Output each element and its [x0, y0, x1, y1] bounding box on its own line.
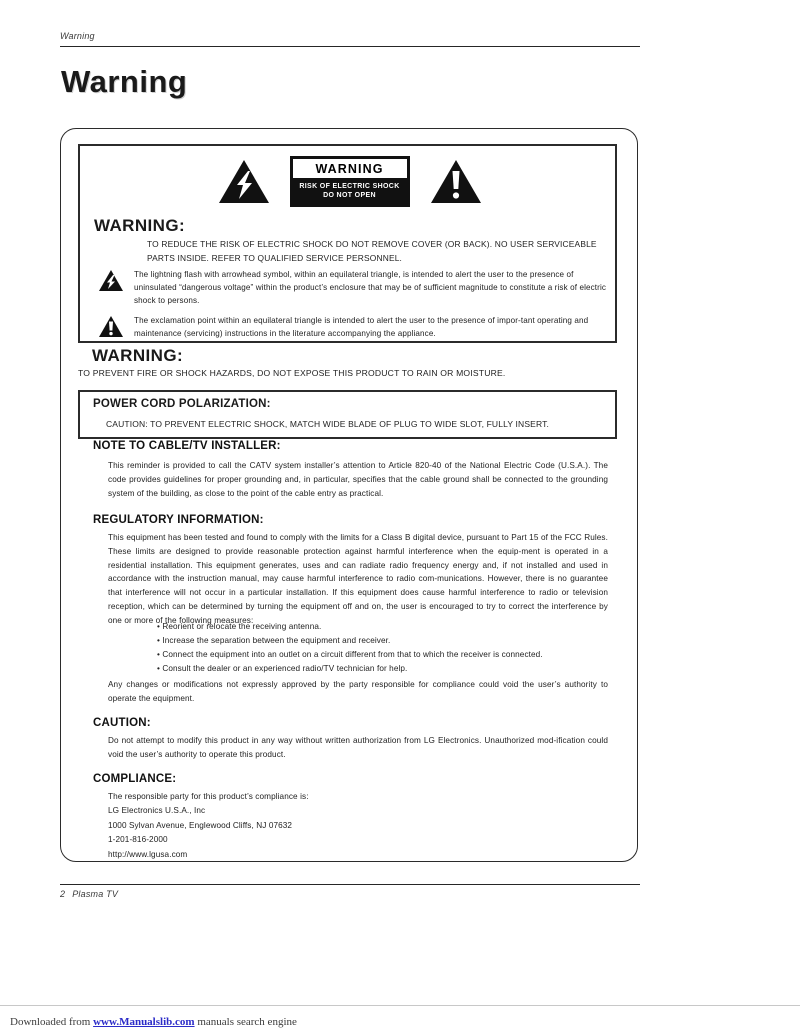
page-title: Warning [61, 64, 188, 99]
exclamation-triangle-icon [430, 158, 482, 204]
page-number: 2 [60, 889, 66, 899]
compliance-body [108, 790, 528, 862]
regulatory-measures-list [157, 620, 609, 676]
list-item: • Consult the dealer or an experienced radio/TV technician for help. [157, 664, 408, 674]
footer-rule [60, 884, 640, 885]
list-item: • Connect the equipment into an outlet on a circuit different from that to which the receiver is connected. [157, 650, 543, 660]
warning-plate-line1: RISK OF ELECTRIC SHOCK [299, 183, 400, 190]
power-cord-heading: POWER CORD POLARIZATION: [93, 398, 271, 410]
regulatory-body-part2: Any changes or modifications not expressly approved by the party responsible for compliance could void the user’s authority to operate the equipment. [108, 680, 608, 703]
exclamation-note-row [98, 314, 608, 340]
warning-plate-title: WARNING [293, 159, 407, 178]
list-item: • Reorient or relocate the receiving antenna. [157, 622, 322, 631]
caution-body: Do not attempt to modify this product in any way without written authorization from LG Electronics. Unauthorized mod-ification could void the user’s authority to operate this product. [108, 736, 608, 759]
compliance-url: http://www.lgusa.com [108, 849, 188, 859]
lightning-bolt-triangle-icon [218, 158, 270, 204]
cable-installer-heading: NOTE TO CABLE/TV INSTALLER: [93, 440, 281, 452]
hazard-symbol-row [80, 156, 619, 207]
watermark-prefix: Downloaded from [10, 1016, 94, 1028]
compliance-line: LG Electronics U.S.A., Inc [108, 806, 206, 816]
footer [60, 889, 118, 899]
power-cord-polarization-box [78, 390, 617, 439]
shock-warning-heading: WARNING: [94, 216, 186, 235]
fire-warning-body: TO PREVENT FIRE OR SHOCK HAZARDS, DO NOT EXPOSE THIS PRODUCT TO RAIN OR MOISTURE. [78, 368, 506, 378]
warning-plate [290, 156, 410, 207]
manualslib-link[interactable]: www.Manualslib.com [93, 1016, 195, 1028]
fire-warning-heading: WARNING: [92, 346, 184, 365]
caution-heading: CAUTION: [93, 717, 151, 729]
cable-installer-body: This reminder is provided to call the CATV system installer’s attention to Article 820-40 of the National Electric Code (U.S.A.). The code provides guidelines for proper grounding and, in particular, specifies that the cable ground shall be connected to the grounding system of the building, as close to the point of the cable entry as practical. [108, 461, 608, 498]
compliance-heading: COMPLIANCE: [93, 773, 177, 785]
compliance-line: 1000 Sylvan Avenue, Englewood Cliffs, NJ 07632 [108, 820, 293, 830]
regulatory-body-part1: This equipment has been tested and found to comply with the limits for a Class B digital device, pursuant to Part 15 of the FCC Rules. These limits are designed to provide reasonable protection against harmful interference when the equip-ment is operated in a residential installation. This equipment generates, uses and can radiate radio frequency energy and, if not installed and used in accordance with the instruction manual, may cause harmful interference to radio com-munications. However, there is no guarantee that interference will not occur in a particular installation. If this equipment does cause harmful interference to radio or television reception, which can be determined by turning the equipment off and on, the user is encouraged to try to correct the interference by one or more of the following measures: [108, 533, 608, 625]
electric-shock-warning-box [78, 144, 617, 343]
watermark-rule [0, 1005, 800, 1006]
warning-plate-line2: DO NOT OPEN [323, 192, 376, 200]
lightning-note-row [98, 268, 608, 307]
running-header: Warning [60, 31, 95, 41]
lightning-note-text: The lightning flash with arrowhead symbol, within an equilateral triangle, is intended to alert the user to the presence of uninsulated “dangerous voltage” within the product’s enclosure that may be of sufficient magnitude to constitute a risk of electric shock to persons. [134, 270, 607, 306]
header-rule [60, 46, 640, 47]
watermark-suffix: manuals search engine [194, 1016, 297, 1028]
shock-warning-body: TO REDUCE THE RISK OF ELECTRIC SHOCK DO NOT REMOVE COVER (OR BACK). NO USER SERVICEABLE PARTS INSIDE. REFER TO QUALIFIED SERVICE PERSONNEL. [147, 239, 597, 263]
exclamation-note-text: The exclamation point within an equilateral triangle is intended to alert the user to the presence of impor-tant operating and maintenance (servicing) instructions in the literature accompanying the appliance. [134, 316, 589, 339]
watermark [10, 1016, 297, 1028]
list-item: • Increase the separation between the equipment and receiver. [157, 636, 391, 646]
warning-plate-subtext [291, 178, 409, 206]
exclamation-triangle-small-icon [98, 315, 124, 338]
regulatory-heading: REGULATORY INFORMATION: [93, 514, 264, 526]
lightning-bolt-triangle-small-icon [98, 269, 124, 292]
compliance-line: The responsible party for this product’s compliance is: [108, 792, 309, 801]
product-name: Plasma TV [72, 889, 119, 899]
compliance-line: 1-201-816-2000 [108, 835, 168, 845]
power-cord-body: CAUTION: TO PREVENT ELECTRIC SHOCK, MATCH WIDE BLADE OF PLUG TO WIDE SLOT, FULLY INSERT. [106, 419, 550, 429]
